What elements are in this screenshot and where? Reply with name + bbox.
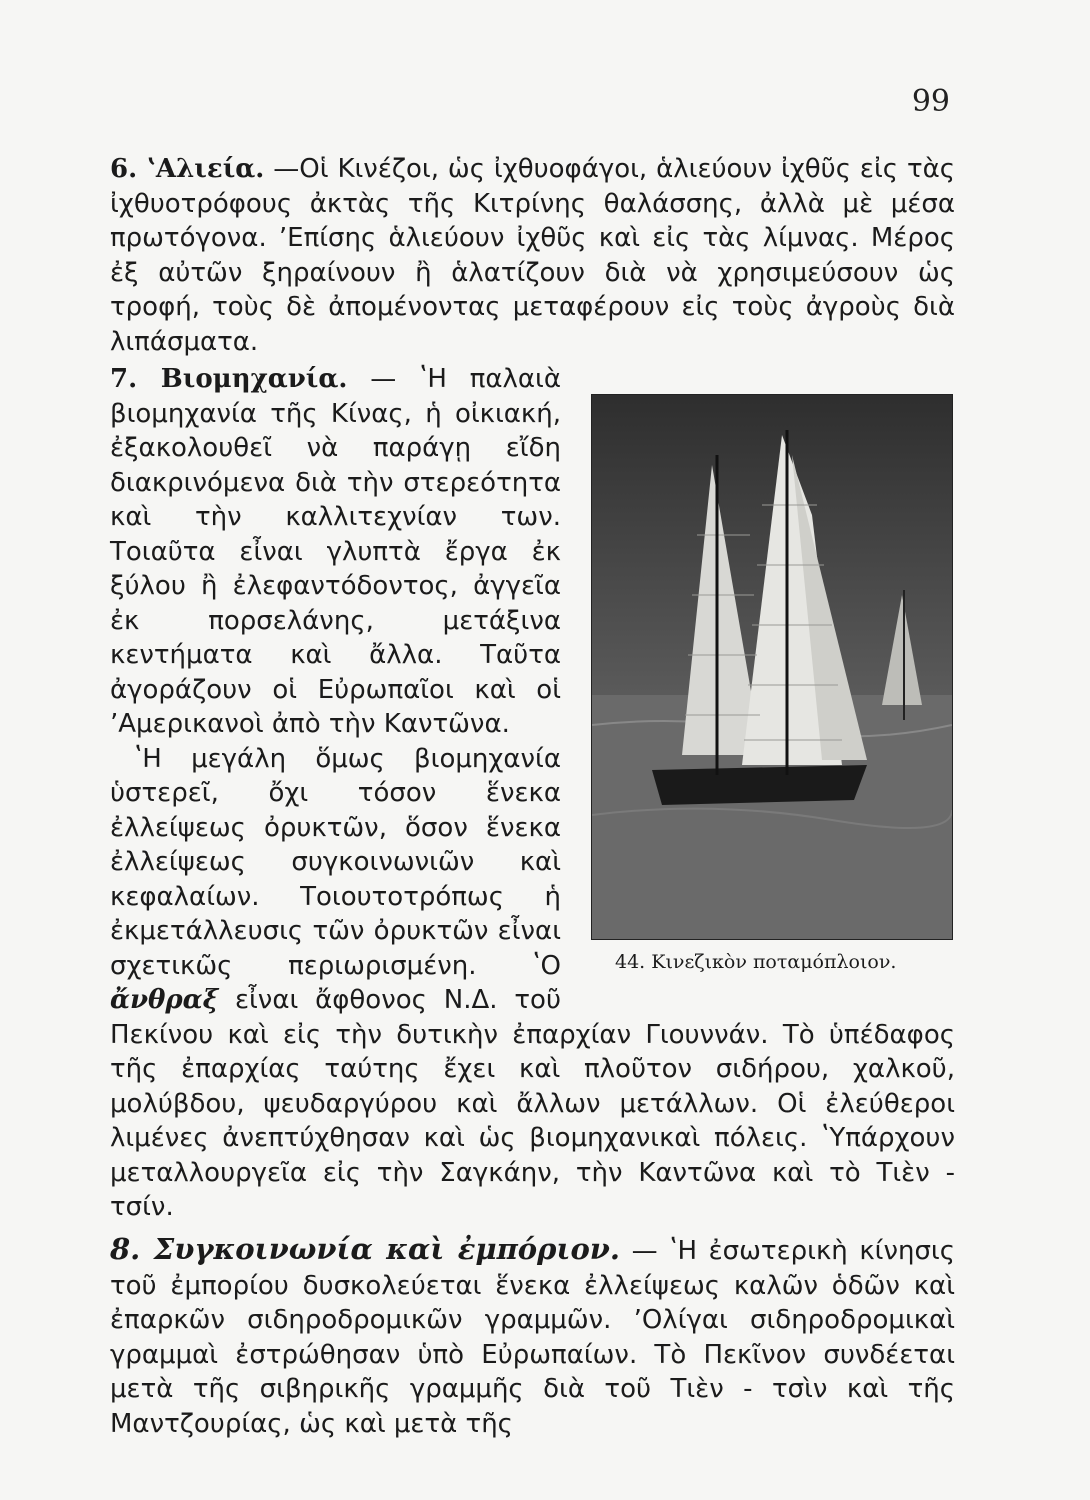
section-8-paragraph — [110, 1232, 955, 1441]
figure-44 — [583, 394, 955, 994]
river-boat-photo — [591, 394, 953, 940]
section-6-paragraph — [110, 152, 955, 359]
junk-boat-illustration — [592, 395, 952, 939]
section-8-text: — ʽΗ ἐσωτερικὴ κίνησις τοῦ ἐμπορίου δυσκολεύεται ἕνεκα ἐλλείψεως καλῶν ὁδῶν καὶ ἐπαρκῶν σιδηροδρομικῶν γραμμῶν. ʼΟλίγαι σιδηροδρομικαὶ γραμμαὶ ἐστρώθησαν ὑπὸ Εὐρωπαίων. Τὸ Πεκῖνον συνδέεται μετὰ τῆς σιβηρικῆς γραμμῆς διὰ τοῦ Τιὲν - τσὶν καὶ τῆς Μαντζουρίας, ὡς καὶ μετὰ τῆς — [110, 1236, 955, 1439]
coal-term: ἄνθραξ — [110, 985, 219, 1015]
page-number: 99 — [911, 84, 950, 119]
section-7-text-1: — ʽΗ παλαιὰ βιομηχανία τῆς Κίνας, ἡ οἰκιακή, ἐξακολουθεῖ νὰ παράγῃ εἴδη διακρινόμενα διὰ τὴν στερεότητα καὶ τὴν καλλιτεχνίαν των. Τοιαῦτα εἶναι γλυπτὰ ἔργα ἐκ ξύλου ἢ ἐλεφαντόδοντος, ἀγγεῖα ἐκ πορσελάνης, μετάξινα κεντήματα καὶ ἄλλα. Ταῦτα ἀγοράζουν οἱ Εὐρωπαῖοι καὶ οἱ ʼΑμερικανοὶ ἀπὸ τὴν Καντῶνα. — [110, 364, 561, 739]
section-6-title: 6. ʽΑλιεία. — [110, 154, 265, 184]
section-7-title: 7. Βιομηχανία. — [110, 364, 348, 394]
section-7-text-2a: ʽΗ μεγάλη ὅμως βιομηχανία ὑστερεῖ, ὄχι τόσον ἕνεκα ἐλλείψεως ὀρυκτῶν, ὅσον ἕνεκα ἐλλείψεως συγκοινωνιῶν καὶ κεφαλαίων. Τοιουτοτρόπως ἡ ἐκμετάλλευσις τῶν ὀρυκτῶν εἶναι σχετικῶς περιωρισμένη. ʽΟ — [110, 743, 561, 981]
section-7-block — [110, 362, 955, 1225]
section-6-text: —Οἱ Κινέζοι, ὡς ἰχθυοφάγοι, ἁλιεύουν ἰχθῦς εἰς τὰς ἰχθυοτρόφους ἀκτὰς τῆς Κιτρίνης θαλάσσης, ἀλλὰ μὲ μέσα πρωτόγονα. ʼΕπίσης ἁλιεύουν ἰχθῦς καὶ εἰς τὰς λίμνας. Μέρος ἐξ αὐτῶν ξηραίνουν ἢ ἁλατίζουν διὰ νὰ χρησιμεύσουν ὡς τροφή, τοὺς δὲ ἀπομένοντας μεταφέρουν εἰς τοὺς ἀγροὺς διὰ λιπάσματα. — [110, 154, 955, 357]
section-7-text-2b: εἶναι ἄφθονος Ν.Δ. τοῦ Πεκίνου καὶ εἰς τὴν δυτικὴν ἐπαρχίαν Γιουννάν. Τὸ ὑπέδαφος τῆς ἐπαρχίας ταύτης ἔχει καὶ πλοῦτον σιδήρου, χαλκοῦ, μολύβδου, ψευδαργύρου καὶ ἄλλων μετάλλων. Οἱ ἐλεύθεροι λιμένες ἀνεπτύχθησαν καὶ ὡς βιομηχανικαὶ πόλεις. ʽΥπάρχουν μεταλλουργεῖα εἰς τὴν Σαγκάην, τὴν Καντῶνα καὶ τὸ Τιὲν - τσίν. — [110, 985, 955, 1222]
figure-caption: 44. Κινεζικὸν ποταμόπλοιον. — [615, 951, 897, 973]
section-8-title: 8. Συγκοινωνία καὶ ἐμπόριον. — [110, 1232, 621, 1266]
